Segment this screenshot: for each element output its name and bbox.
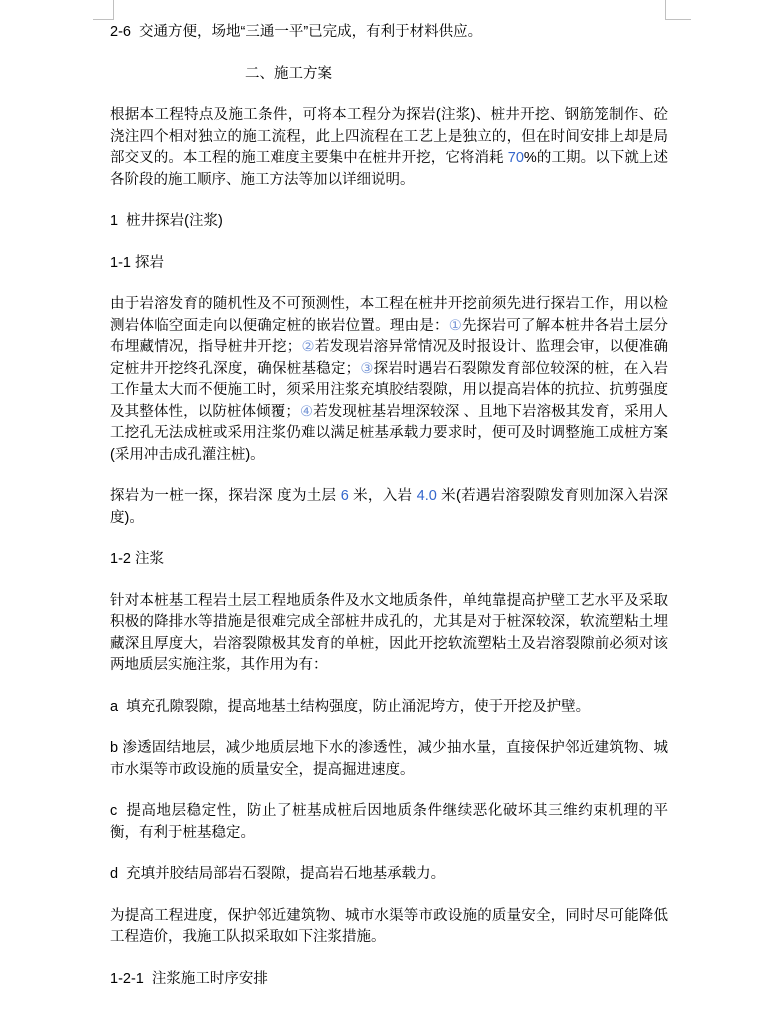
circled-number-2: ② — [301, 339, 315, 355]
paragraph-tanyan-depth: 探岩为一桩一探，探岩深 度为土层 6 米，入岩 4.0 米(若遇岩溶裂隙发育则加深入岩深度)。 — [110, 488, 668, 526]
heading-1-2-1 — [110, 969, 668, 991]
heading-1-1-text: 1-1 探岩 — [110, 254, 164, 271]
document-content — [110, 22, 668, 1010]
section-heading — [110, 64, 668, 86]
paragraph-measures: 为提高工程进度，保护邻近建筑物、城市水渠等市政设施的质量安全，同时尽可能降低工程造价，我施工队拟采取如下注浆措施。 — [110, 907, 668, 945]
item-c: c 提高地层稳定性，防止了桩基成桩后因地质条件继续恶化破坏其三维约束机理的平衡，有利于桩基稳定。 — [110, 803, 668, 841]
circled-number-3: ③ — [360, 360, 374, 377]
percent-70-value: 70 — [507, 150, 524, 166]
heading-1 — [110, 211, 668, 233]
heading-1-2-1-text: 1-2-1 注浆施工时序安排 — [110, 970, 268, 987]
paragraph-overview: 根据本工程特点及施工条件，可将本工程分为探岩(注浆)、桩井开挖、钢筋笼制作、砼浇注四个相对独立的施工流程，此上四流程在工艺上是独立的，但在时间安排上却是局部交叉的。本工程的施工难度主要集中在桩井开挖，它将消耗 70%的工期。以下就上述各阶段的施工顺序、施工方法等加以详细说明。 — [110, 107, 668, 188]
heading-1-1 — [110, 253, 668, 275]
heading-1-text: 1 桩井探岩(注浆) — [110, 213, 223, 229]
paragraph-tanyan-reasons: 由于岩溶发育的随机性及不可预测性，本工程在桩井开挖前须先进行探岩工作，用以检测岩体临空面走向以便确定桩的嵌岩位置。理由是：①先探岩可了解本桩井各岩土层分布埋藏情况，指导桩井开挖；②若发现岩溶异常情况及时报设计、监理会审，以便准确定桩井开挖终孔深度，确保桩基稳定；③探岩时遇岩石裂隙发育部位较深的桩，在入岩工作量太大而不便施工时，须采用注浆充填胶结裂隙，用以提高岩体的抗拉、抗剪强度及其整体性，以防桩体倾覆；④若发现桩基岩埋深较深 、且地下岩溶极其发育，采用人工挖孔无法成桩或采用注浆仍难以满足桩基承载力要求时，便可及时调整施工成桩方案(采用冲击成孔灌注桩)。 — [110, 296, 669, 463]
heading-1-2 — [110, 549, 668, 571]
text-boundary-mark-top-right — [665, 0, 691, 20]
item-b: b 渗透固结地层，减少地质层地下水的渗透性，减少抽水量，直接保护邻近建筑物、城市水渠等市政设施的质量安全，提高掘进速度。 — [110, 740, 668, 778]
line-2-6 — [110, 22, 668, 44]
heading-1-2-text: 1-2 注浆 — [110, 551, 164, 567]
line-2-6-text: 2-6 交通方便，场地“三通一平”已完成，有利于材料供应。 — [110, 24, 483, 40]
text-boundary-mark-top-left — [93, 0, 114, 20]
rock-depth-value: 4.0 — [416, 488, 437, 504]
item-d: d 充填并胶结局部岩石裂隙，提高岩石地基承载力。 — [110, 866, 446, 882]
section-heading-text: 二、施工方案 — [245, 65, 332, 82]
circled-number-1: ① — [448, 317, 463, 334]
soil-depth-value: 6 — [340, 488, 349, 504]
item-a: a 填充孔隙裂隙，提高地基土结构强度，防止涌泥垮方，使于开挖及护壁。 — [110, 698, 591, 715]
circled-number-4: ④ — [299, 403, 314, 420]
paragraph-zhujiang-intro: 针对本桩基工程岩土层工程地质条件及水文地质条件，单纯靠提高护壁工艺水平及采取积极的降排水等措施是很难完成全部桩井成孔的，尤其是对于桩深较深，软流塑粘土埋藏深且厚度大，岩溶裂隙极其发育的单桩，因此开挖软流塑粘土及岩溶裂隙前必须对该两地质层实施注浆，其作用为有： — [110, 592, 668, 673]
